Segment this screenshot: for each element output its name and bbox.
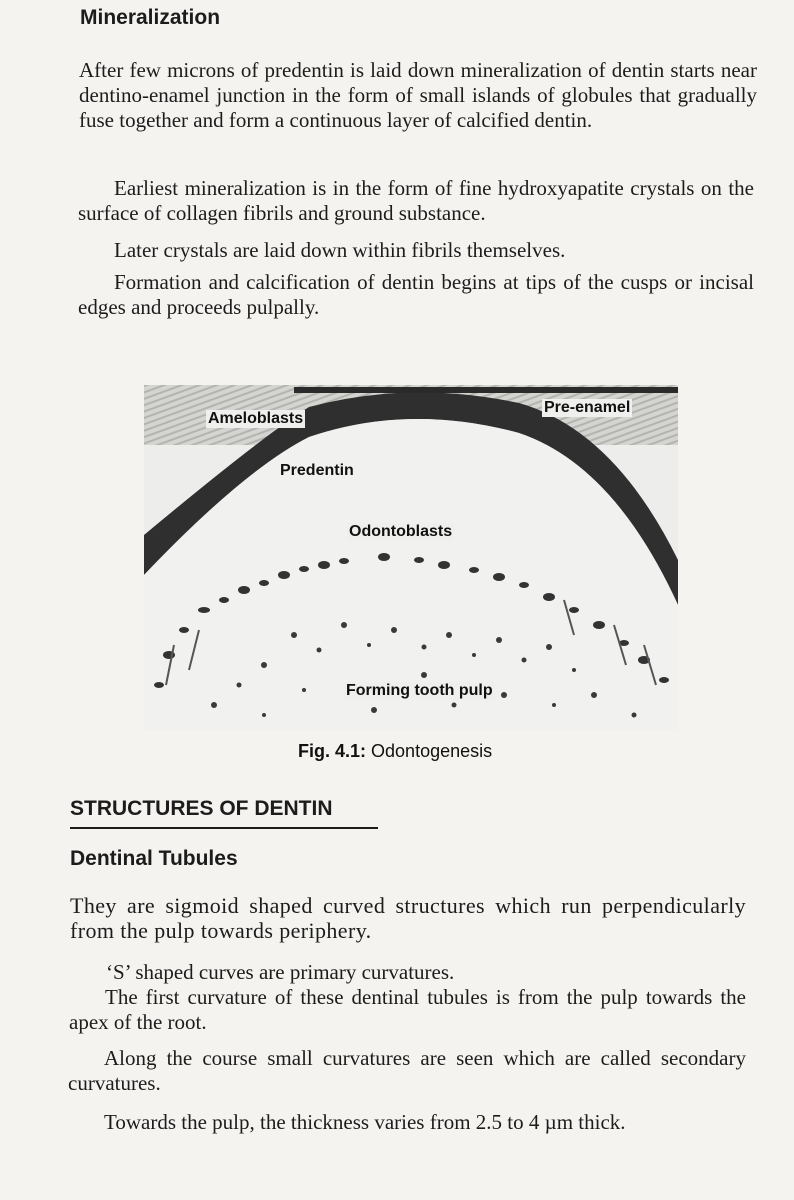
figure-label-odontoblasts: Odontoblasts <box>349 523 453 540</box>
paragraph: After few microns of predentin is laid down mineralization of dentin starts near dentino-enamel junction in the form of small islands of globules that gradually fuse together and form a continuous layer of calcified dentin. <box>79 58 757 132</box>
subsection-heading-dentinal-tubules: Dentinal Tubules <box>70 847 238 870</box>
histology-micrograph <box>144 385 678 730</box>
paragraph: Towards the pulp, the thickness varies from 2.5 to 4 µm thick. <box>104 1110 626 1134</box>
figure-number: Fig. 4.1: <box>298 741 367 761</box>
paragraph: ‘S’ shaped curves are primary curvatures. <box>106 960 455 984</box>
histology-figure <box>144 385 678 730</box>
paragraph: The first curvature of these dentinal tubules is from the pulp towards the apex of the root. <box>69 985 746 1034</box>
figure-caption <box>298 741 492 762</box>
paragraph: Formation and calcification of dentin begins at tips of the cusps or incisal edges and proceeds pulpally. <box>78 270 754 319</box>
paragraph: Along the course small curvatures are seen which are called secondary curvatures. <box>68 1046 746 1095</box>
section-heading-structures: STRUCTURES OF DENTIN <box>70 797 378 829</box>
section-heading-mineralization: Mineralization <box>80 6 221 29</box>
figure-label-predentin: Predentin <box>280 462 354 479</box>
figure-label-ameloblasts: Ameloblasts <box>208 410 304 427</box>
figure-caption-text: Odontogenesis <box>371 741 493 761</box>
paragraph: Earliest mineralization is in the form of fine hydroxyapatite crystals on the surface of collagen fibrils and ground substance. <box>78 176 754 225</box>
paragraph: They are sigmoid shaped curved structures which run perpendicularly from the pulp towards periphery. <box>70 893 746 943</box>
figure-label-pre-enamel: Pre-enamel <box>544 399 631 416</box>
paragraph: Later crystals are laid down within fibrils themselves. <box>114 238 566 262</box>
figure-label-forming-tooth-pulp: Forming tooth pulp <box>346 682 493 699</box>
